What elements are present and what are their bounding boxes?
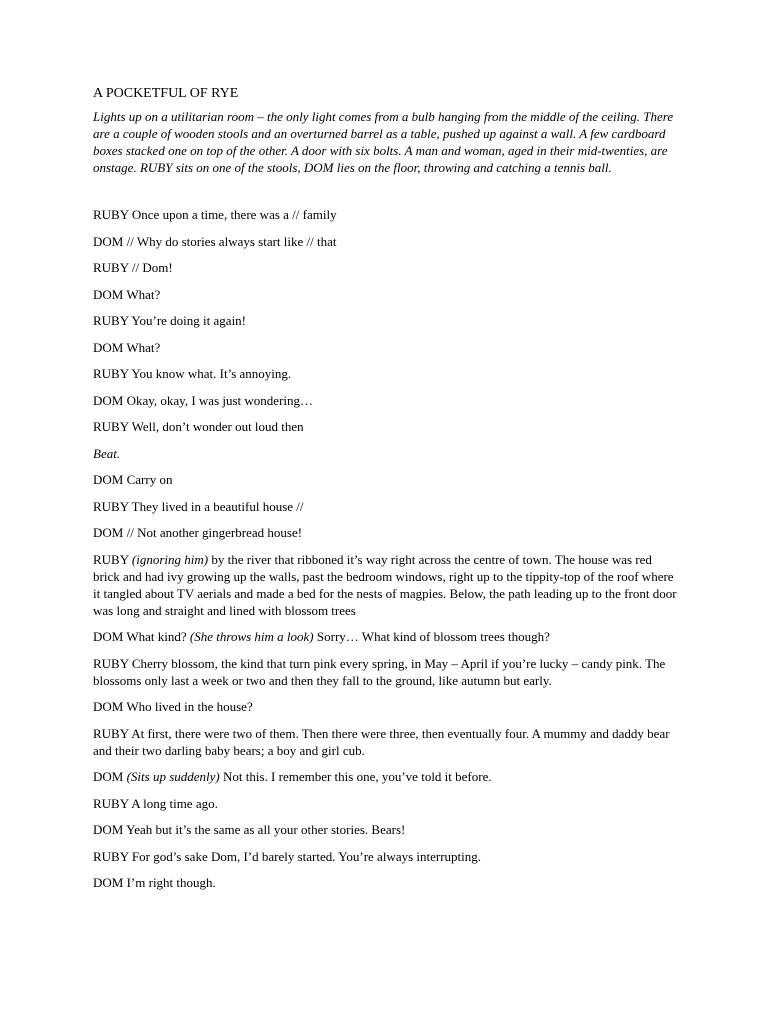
dialogue-text: by the river that ribboned it’s way right across the centre of town. The house was red brick and had ivy growing up the walls, past the bedroom windows, right up to the tippity-top of the roof where it tangled about TV aerials and made a bed for the nests of magpies. Below, the path leading up to the front door was long and straight and lined with blossom trees (93, 551, 677, 618)
dialogue-text: They lived in a beautiful house // (131, 498, 304, 514)
speaker-name: DOM (93, 629, 124, 644)
play-title: A POCKETFUL OF RYE (93, 86, 239, 101)
speaker-name: RUBY (93, 795, 129, 811)
dialogue-line (93, 698, 678, 715)
speaker-name: RUBY (93, 260, 129, 275)
dialogue-text: You know what. It’s annoying. (131, 366, 292, 381)
dialogue-text: Not this. I remember this one, you’ve told it before. (219, 769, 492, 784)
dialogue-text: Cherry blossom, the kind that turn pink every spring, in May – April if you’re lucky – candy pink. The blossoms only last a week or two and then they fall to the ground, like autumn but early. (93, 655, 666, 688)
beat-direction: Beat. (93, 445, 121, 461)
dialogue-text: What? (126, 339, 161, 355)
dialogue-text: What? (126, 286, 161, 302)
dialogue-text: At first, there were two of them. Then there were three, then eventually four. A mummy and daddy bear and their two darling baby bears; a boy and girl cub. (93, 725, 670, 758)
dialogue-line (93, 498, 678, 515)
speaker-name: RUBY (93, 313, 129, 328)
inline-direction: (She throws him a look) (189, 629, 314, 644)
speaker-name: RUBY (93, 725, 129, 741)
dialogue-text: Well, don’t wonder out loud then (131, 419, 304, 434)
dialogue-line (93, 655, 678, 689)
speaker-name: DOM (93, 339, 124, 355)
opening-stage-direction: Lights up on a utilitarian room – the only light comes from a bulb hanging from the middle of the ceiling. There are a couple of wooden stools and an overturned barrel as a table, pushed up against a wall. A few cardboard boxes stacked one on top of the other. A door with six bolts. A man and woman, aged in their mid-twenties, are onstage. RUBY sits on one of the stools, DOM lies on the floor, throwing and catching a tennis ball. (93, 109, 674, 175)
dialogue-line (93, 628, 678, 645)
dialogue-text: For god’s sake Dom, I’d barely started. You’re always interrupting. (131, 848, 482, 864)
speaker-name: DOM (93, 822, 124, 837)
dialogue-line (93, 339, 678, 356)
speaker-name: RUBY (93, 419, 129, 434)
dialogue-line (93, 551, 678, 619)
dialogue-line (93, 259, 678, 276)
dialogue-line (93, 233, 678, 250)
dialogue-line (93, 471, 678, 488)
dialogue-text: Sorry… What kind of blossom trees though? (313, 629, 550, 644)
dialogue-line (93, 392, 678, 409)
dialogue-line (93, 768, 678, 785)
dialogue-text: What kind? (126, 629, 190, 644)
dialogue-text: You’re doing it again! (131, 313, 247, 328)
dialogue-line (93, 821, 678, 838)
dialogue-text: // Not another gingerbread house! (126, 525, 303, 540)
script-page (93, 85, 678, 901)
dialogue-line (93, 312, 678, 329)
speaker-name: RUBY (93, 848, 129, 864)
dialogue-line (93, 418, 678, 435)
dialogue-line (93, 795, 678, 812)
dialogue-text: Okay, okay, I was just wondering… (126, 392, 314, 408)
dialogue-text: // Why do stories always start like // that (126, 233, 337, 249)
dialogue-line (93, 365, 678, 382)
dialogue-text: A long time ago. (131, 795, 218, 811)
speaker-name: DOM (93, 472, 124, 487)
speaker-name: RUBY (93, 366, 129, 381)
dialogue-line (93, 286, 678, 303)
speaker-name: RUBY (93, 207, 129, 222)
speaker-name: RUBY (93, 551, 129, 567)
dialogue-text: Yeah but it’s the same as all your other stories. Bears! (126, 822, 406, 837)
dialogue-line (93, 874, 678, 891)
inline-direction: (ignoring him) (131, 551, 209, 567)
speaker-name: DOM (93, 392, 124, 408)
speaker-name: DOM (93, 769, 124, 784)
speaker-name: DOM (93, 525, 124, 540)
dialogue-line (93, 848, 678, 865)
dialogue-text: Who lived in the house? (126, 699, 253, 714)
speaker-name: DOM (93, 286, 124, 302)
dialogue-text: // Dom! (131, 260, 173, 275)
dialogue-text: Carry on (126, 472, 173, 487)
speaker-name: DOM (93, 233, 124, 249)
dialogue-line (93, 725, 678, 759)
speaker-name: DOM (93, 875, 124, 890)
speaker-name: RUBY (93, 655, 129, 671)
dialogue-text: Once upon a time, there was a // family (131, 207, 337, 222)
dialogue-line (93, 524, 678, 541)
speaker-name: DOM (93, 699, 124, 714)
inline-direction: (Sits up suddenly) (126, 769, 220, 784)
speaker-name: RUBY (93, 498, 129, 514)
dialogue-text: I’m right though. (126, 875, 216, 890)
dialogue-line (93, 206, 678, 223)
